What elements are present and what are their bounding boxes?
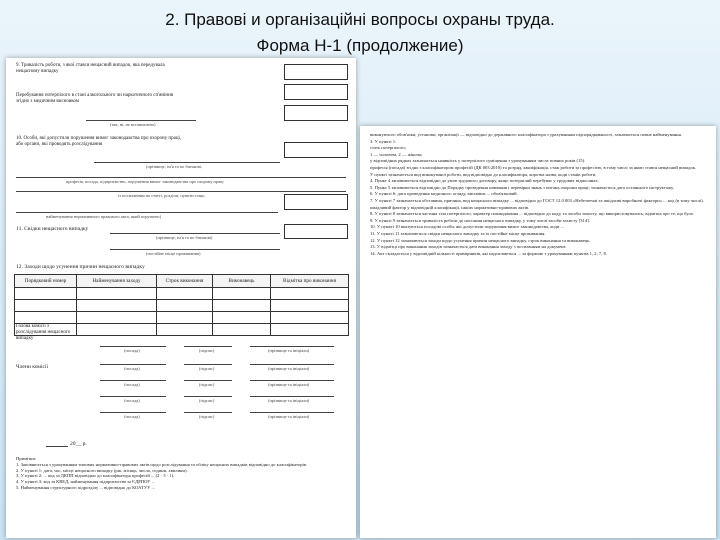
paragraph: у відповідних рядках зазначається наявність у потерпілого суміщення з урахуванням числа повних років (15). [370,158,586,164]
date-field: 20__ р. [70,441,87,447]
sig-line [184,346,232,347]
cap-position: (посада) [124,414,140,419]
item11-line-1 [110,233,280,234]
item10-code-box [284,194,348,210]
sig-line [184,364,232,365]
paragraph: 12. У пункті 12 зазначаються заходи щодо усунення причин нещасного випадку, строк виконання та виконавець. [370,237,591,243]
th-deadline: Строк виконання [157,275,213,288]
table-row [15,300,349,312]
paragraph: 5. Пункт 5 заповнюється відповідно до Порядку проведення навчання і перевірки знань з питань охорони праці; зазначається дата останнього інструктажу. [370,184,674,190]
cap-name: (прізвище та ініціали) [268,398,310,403]
explanations-text [370,132,708,257]
cap-signature: (підпис) [199,414,215,419]
cap-position: (посада) [124,366,140,371]
paragraph: 13. У відмітці про виконання заходів зазначається дата виконання заходу з посиланням на документ. [370,244,567,250]
slide-title: 2. Правові и організаційні вопросы охраны труда. [165,10,555,29]
paragraph: 9. У пункті 9 зазначається тривалість роботи до настання нещасного випадку, у тому числі засоби захисту [314]. [370,217,590,223]
sig-line [100,346,166,347]
paragraph: У пункті зазначається вид виконуваної роботи, вид відповідно до класифікатора, коротка назва, коди станів роботи. [370,171,597,177]
item12-label: 12. Заходи щодо усунення причин нещасного випадку [16,264,145,270]
notes-block [16,456,346,491]
sig-line [184,396,232,397]
item9-label: 9. Тривалість роботи, з якої стався нещасний випадок, яка передувала нещасному випадку [16,63,165,74]
paragraph: 8. У пункті 8 зазначається частина тіла потерпілого, характер пошкодження ... відповідно до коду, та засоби захисту, що використовувались, відмітка про те, що було. [370,211,695,217]
paragraph: професія (посада) згідно з класифікатором професій (ДК 003:2010) та розряд, кваліфікація, стаж роботи за професією, в тому числі за якою стався нещасний випадок. [370,164,697,170]
sig-line [250,412,334,413]
paragraph: 10. У пункті 10 вказуються посадові особи, які допустили порушення вимог законодавства, коди ... [370,224,564,230]
item9-box-2 [284,84,348,100]
note-line: 2. У пункті 1: дата, час, місце нещасного випадку (рік, місяць, число, години, хвилини). [16,467,188,473]
item10-line-2 [16,177,346,178]
cap-name: (прізвище та ініціали) [268,414,310,419]
note-line: Примітки: [16,456,37,461]
item9-box-3 [284,105,348,121]
table-row [15,312,349,324]
paragraph: шкідливий фактор у відповідній класифікації, інших нормативно-правових актів. [370,204,530,210]
th-number: Порядковий номер [15,275,77,288]
note-line: 1. Заповнюється з урахуванням типових нормативно-правових актів щодо розслідування та обліку нещасних випадків відповідно до класифікаторів. [16,461,308,467]
item9-box-1 [284,64,348,80]
item11-cap-2: (постійне місце проживання) [146,251,201,256]
note-line: 5. Найменування структурного підрозділу ... відповідно до КОАТУУ ... [16,484,155,490]
paragraph: виконуючого обов'язки, установи, організації — відповідно до державного класифікатора з урахуванням підпорядкованості, зазначається повне найменування. [370,132,682,137]
item11-cap-1: (прізвище, ім'я та по батькові) [156,235,213,240]
cap-signature: (підпис) [199,348,215,353]
sig-line [184,380,232,381]
cap-position: (посада) [124,398,140,403]
th-measure: Найменування заходу [77,275,157,288]
members-label: Члени комісії [16,364,49,370]
cap-name: (прізвище та ініціали) [268,382,310,387]
cap-signature: (підпис) [199,382,215,387]
paragraph: 4. Пункт 4 заповнюється відповідно до умов трудового договору, якщо потерпілий перебуває у трудових відносинах. [370,178,599,184]
item11-line-2 [110,249,280,250]
item10-line-3 [16,191,346,192]
sig-line [100,380,166,381]
sig-line [250,346,334,347]
note-line: 3. У пункті 2: ... код за ДКПП відповідно до класифікатора професій ... (2 · 3 · 1). [16,473,175,479]
item9-line [86,120,196,121]
table-row [15,288,349,300]
item10-cap-3: із посиланням на статті, розділи, пункти тощо, [118,193,206,198]
slide-subtitle: Форма Н-1 (продолжение) [256,36,464,55]
item11-label: 11. Свідки нещасного випадку [16,226,89,232]
item10-line-1 [94,162,280,163]
paragraph: 7. У пункті 7 зазначається обставина, причина, вид нещасного випадку ... відповідно до ГОСТ 12.0.003 «Небезпечні та шкідливі виробничі фактори» ... код (в тому числі). [370,197,704,203]
item10-box [284,142,348,158]
form-page-left [6,58,356,538]
item9-note: (так, ні, не встановлено) [110,122,156,127]
form-page-right [360,126,716,538]
cap-position: (посада) [124,382,140,387]
paragraph: 3. У пункті 1: [370,138,397,144]
sig-line [250,396,334,397]
note-line: 4. У пункті 3: код за КВЕД, найменування підприємства за ЄДРПОУ ... [16,479,155,485]
date-line [46,446,68,447]
item9-sub-label: Перебування потерпілого в стані алкогольного чи наркотичного сп'яніння згідно з медичним висновком [16,93,174,104]
cap-name: (прізвище та ініціали) [268,348,310,353]
item10-cap-1: (прізвище, ім'я та по батькові, [146,164,202,169]
cap-position: (посада) [124,348,140,353]
paragraph: 11. У пункті 11 зазначаються свідки нещасного випадку та їх постійне місце проживання. [370,230,546,236]
cap-signature: (підпис) [199,398,215,403]
paragraph: 14. Акт складається у відповідній кількості примірників, які надсилаються ... за формою з урахуванням пунктів 1, 2, 7, 8. [370,250,607,256]
paragraph: стать потерпілого; [370,145,406,151]
item10-cap-2: професія, посада, підприємство, порушення вимог законодавства про охорону праці [66,179,224,184]
sig-line [184,412,232,413]
th-done-mark: Відмітка про виконання [271,275,349,288]
item11-box [284,224,348,239]
item10-label: 10. Особи, які допустили порушення вимог законодавства про охорону праці, або органи, які проводять розслідування [16,136,182,147]
sig-line [250,364,334,365]
sig-line [100,364,166,365]
cap-name: (прізвище та ініціали) [268,366,310,371]
th-executor: Виконавець [213,275,271,288]
item10-line-4 [16,212,278,213]
cap-signature: (підпис) [199,366,215,371]
sig-line [100,412,166,413]
paragraph: 1 — чоловіча, 2 — жіноча; [370,151,423,157]
sig-line [250,380,334,381]
item10-cap-4: найменування нормативного правового акта, який порушено) [46,214,162,219]
paragraph: 6. У пункті 6: дата проведення медичного огляду, висновок ... обов'язковий. [370,191,518,197]
chair-label: Голова комісії з розслідування нещасного випадку [16,324,71,341]
sig-line [100,396,166,397]
